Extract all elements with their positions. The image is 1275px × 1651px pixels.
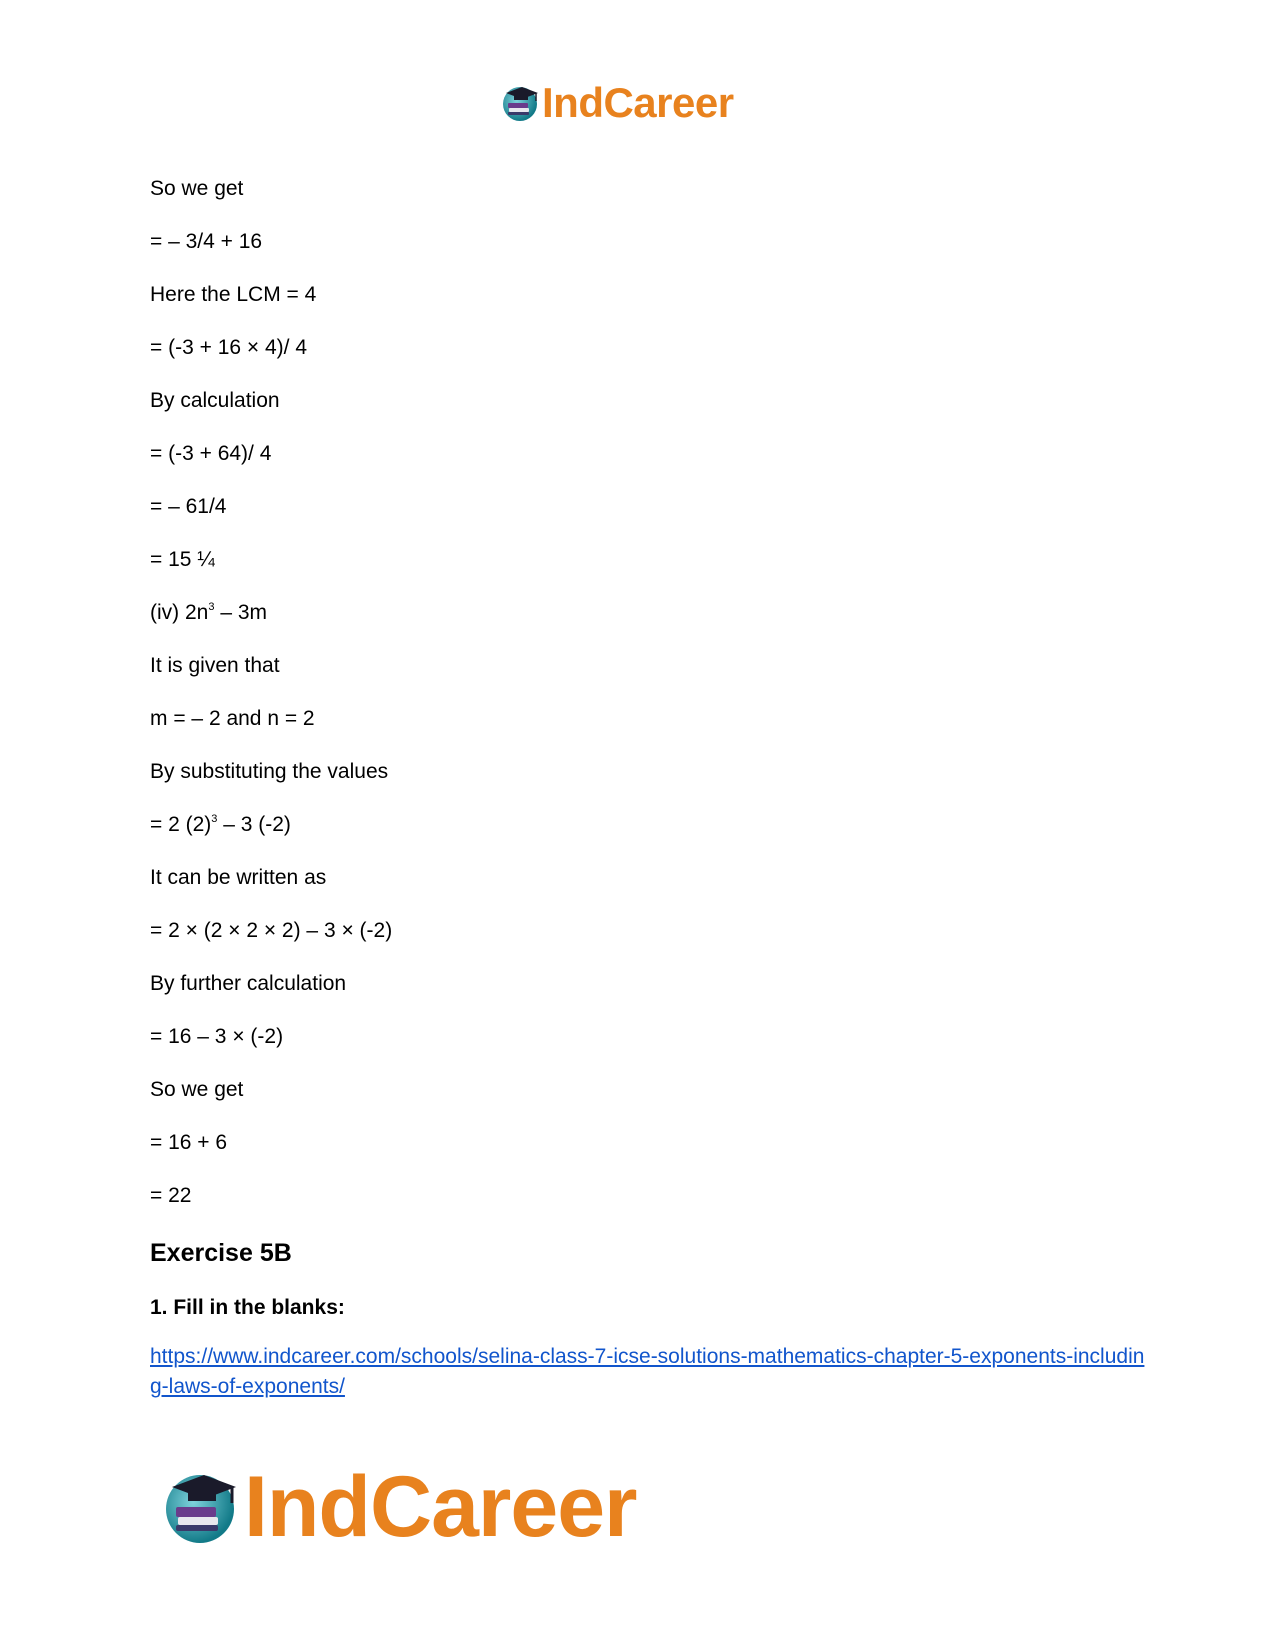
logo-wordmark: IndCareer xyxy=(542,79,734,126)
text-line: It is given that xyxy=(150,654,280,677)
equation-line: = 16 + 6 xyxy=(150,1131,228,1154)
text-line: By substituting the values xyxy=(150,760,389,783)
question-heading: 1. Fill in the blanks: xyxy=(150,1296,345,1319)
exponent: 3 xyxy=(211,813,218,825)
text-line: So we get xyxy=(150,1078,244,1101)
source-link[interactable]: https://www.indcareer.com/schools/selina-class-7-icse-solutions-mathematics-chapter-5-exponents-including-laws-of-exponents/ xyxy=(150,1345,1145,1398)
equation-line: = 22 xyxy=(150,1184,192,1207)
exponent: 3 xyxy=(208,601,215,613)
text-line: It can be written as xyxy=(150,866,327,889)
text-line: By calculation xyxy=(150,389,280,412)
text-line: Here the LCM = 4 xyxy=(150,283,317,306)
footer-logo xyxy=(160,1459,637,1555)
equation-line xyxy=(150,812,291,838)
text-line: So we get xyxy=(150,177,244,200)
exercise-heading: Exercise 5B xyxy=(150,1239,292,1267)
equation-line: = (-3 + 16 × 4)/ 4 xyxy=(150,336,308,359)
text-line: m = – 2 and n = 2 xyxy=(150,707,315,730)
expression-rest: – 3m xyxy=(214,601,268,624)
question-part-iv xyxy=(150,600,267,626)
expression-rest: – 3 (-2) xyxy=(217,813,291,836)
equation-line: = 2 × (2 × 2 × 2) – 3 × (-2) xyxy=(150,919,393,942)
expression-base: = 2 (2) xyxy=(150,813,212,836)
equation-line: = – 3/4 + 16 xyxy=(150,230,263,253)
equation-line: = 15 ¼ xyxy=(150,548,215,571)
logo-wordmark: IndCareer xyxy=(244,1459,637,1555)
globe-graduation-cap-icon xyxy=(160,1467,240,1547)
text-line: By further calculation xyxy=(150,972,347,995)
equation-line: = – 61/4 xyxy=(150,495,227,518)
globe-graduation-cap-icon xyxy=(500,83,540,123)
equation-line: = 16 – 3 × (-2) xyxy=(150,1025,284,1048)
header-logo xyxy=(500,78,734,128)
expression-base: (iv) 2n xyxy=(150,601,209,624)
equation-line: = (-3 + 64)/ 4 xyxy=(150,442,272,465)
